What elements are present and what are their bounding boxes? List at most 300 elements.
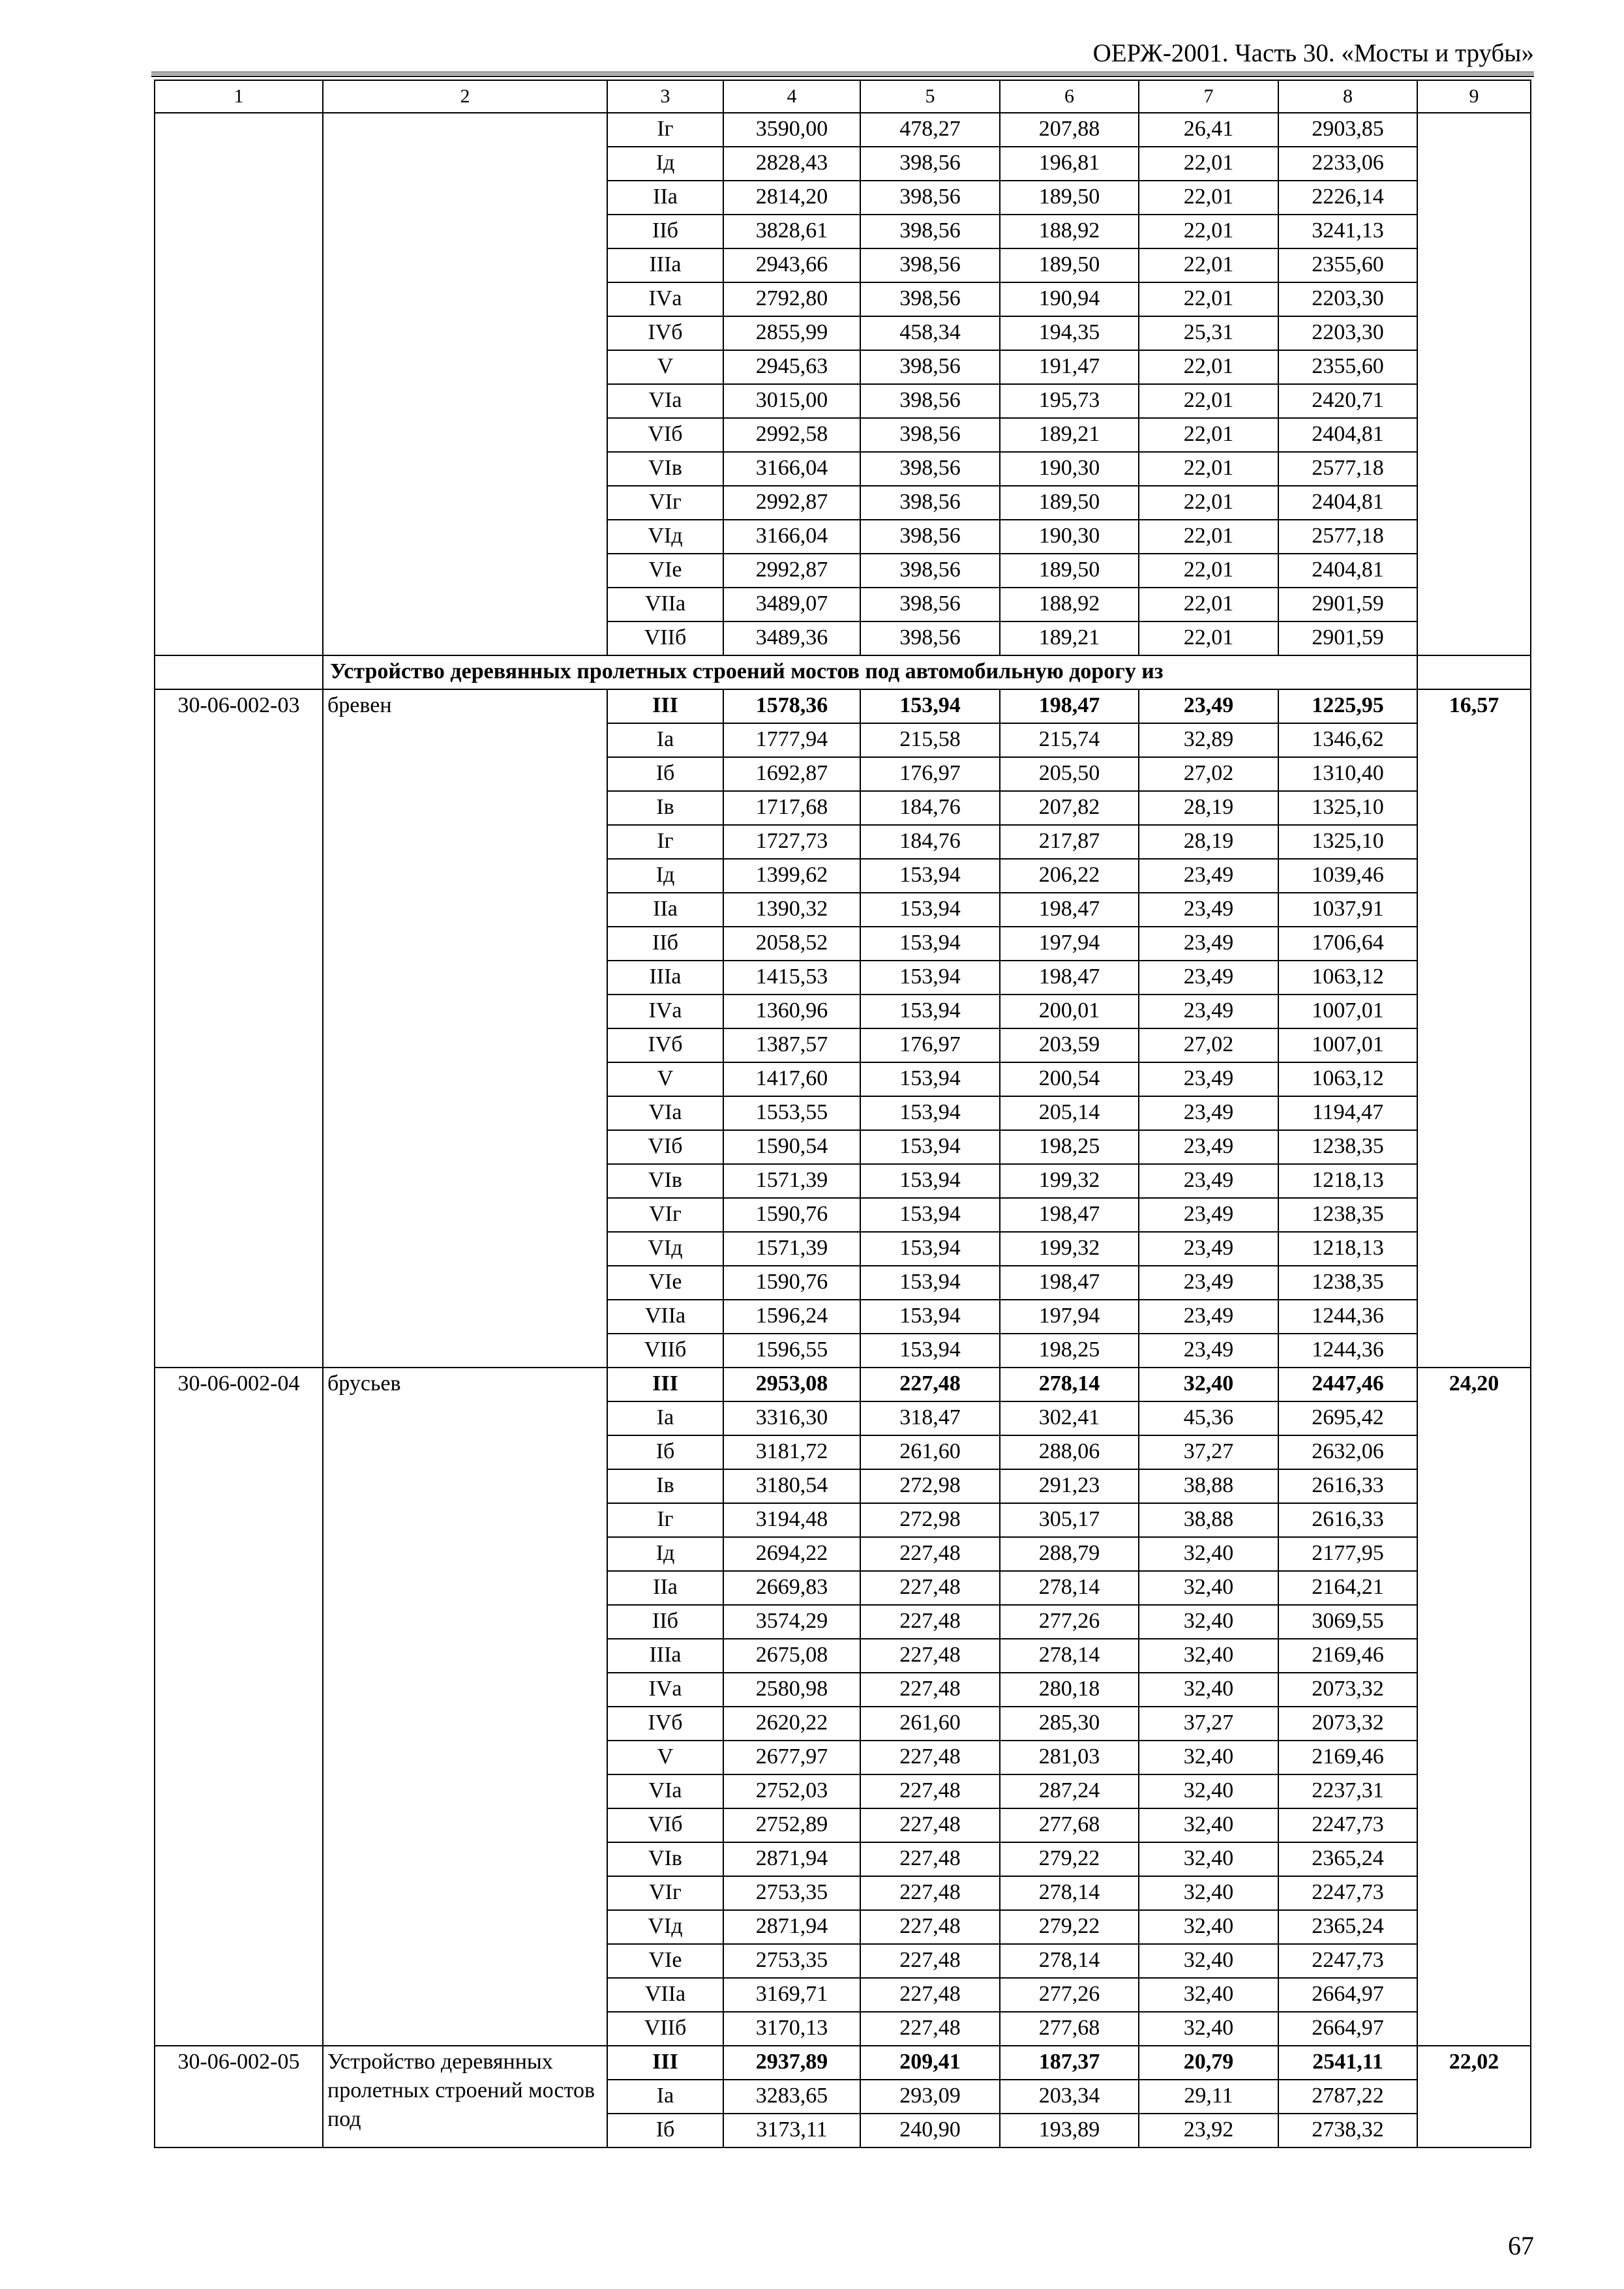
table-row: [155, 2046, 1531, 2080]
value-cell: 23,49: [1139, 1232, 1278, 1266]
value-cell: 1415,53: [723, 961, 860, 995]
value-cell: 285,30: [1000, 1707, 1139, 1741]
value-cell: 153,94: [860, 1300, 1000, 1334]
value-cell: 189,50: [1000, 554, 1139, 588]
table-row: [155, 689, 1531, 723]
column-number: 4: [723, 80, 860, 113]
section-heading-row: [155, 655, 1531, 689]
zone-cell: IIа: [607, 1571, 723, 1605]
value-cell: 261,60: [860, 1707, 1000, 1741]
value-cell: 196,81: [1000, 147, 1139, 181]
zone-cell: III: [607, 689, 723, 723]
value-cell: 2752,03: [723, 1774, 860, 1808]
value-cell: 288,06: [1000, 1435, 1139, 1469]
zone-cell: VIд: [607, 1232, 723, 1266]
zone-cell: VIе: [607, 1944, 723, 1978]
value-cell: 217,87: [1000, 825, 1139, 859]
value-cell: 3181,72: [723, 1435, 860, 1469]
rate-code: 30-06-002-04: [155, 1368, 323, 2046]
value-cell: 1390,32: [723, 893, 860, 927]
value-cell: 227,48: [860, 1910, 1000, 1944]
value-cell: 1007,01: [1278, 1028, 1417, 1062]
value-cell: 203,34: [1000, 2080, 1139, 2114]
value-cell: 2247,73: [1278, 1944, 1417, 1978]
value-cell: 278,14: [1000, 1876, 1139, 1910]
rates-table: [154, 80, 1531, 2148]
value-cell: 2169,46: [1278, 1741, 1417, 1774]
value-cell: 206,22: [1000, 859, 1139, 893]
value-cell: 398,56: [860, 554, 1000, 588]
value-cell: 1063,12: [1278, 961, 1417, 995]
zone-cell: IIб: [607, 215, 723, 248]
value-cell: 32,40: [1139, 1571, 1278, 1605]
value-cell: 2404,81: [1278, 418, 1417, 452]
value-cell: 278,14: [1000, 1571, 1139, 1605]
zone-cell: IIб: [607, 927, 723, 961]
labor-cost: 24,20: [1417, 1368, 1531, 2046]
value-cell: 2753,35: [723, 1876, 860, 1910]
value-cell: 2675,08: [723, 1639, 860, 1673]
table-body: [155, 80, 1531, 2147]
zone-cell: VIа: [607, 384, 723, 418]
value-cell: 2664,97: [1278, 1978, 1417, 2012]
value-cell: 23,49: [1139, 1062, 1278, 1096]
value-cell: 3169,71: [723, 1978, 860, 2012]
page-header: ОЕРЖ-2001. Часть 30. «Мосты и трубы»: [1092, 39, 1534, 67]
value-cell: 2177,95: [1278, 1537, 1417, 1571]
value-cell: 189,21: [1000, 418, 1139, 452]
value-cell: 458,34: [860, 316, 1000, 350]
value-cell: 22,01: [1139, 248, 1278, 282]
code-cell-empty: [155, 113, 323, 655]
value-cell: 1399,62: [723, 859, 860, 893]
value-cell: 280,18: [1000, 1673, 1139, 1707]
value-cell: 215,58: [860, 723, 1000, 757]
zone-cell: Iг: [607, 1503, 723, 1537]
value-cell: 2903,85: [1278, 113, 1417, 147]
value-cell: 22,01: [1139, 621, 1278, 655]
value-cell: 398,56: [860, 452, 1000, 486]
value-cell: 1244,36: [1278, 1334, 1417, 1368]
value-cell: 25,31: [1139, 316, 1278, 350]
value-cell: 23,49: [1139, 961, 1278, 995]
value-cell: 32,40: [1139, 1876, 1278, 1910]
zone-cell: IIа: [607, 181, 723, 215]
value-cell: 227,48: [860, 1978, 1000, 2012]
value-cell: 2233,06: [1278, 147, 1417, 181]
zone-cell: Iв: [607, 1469, 723, 1503]
value-cell: 153,94: [860, 927, 1000, 961]
value-cell: 2814,20: [723, 181, 860, 215]
value-cell: 190,94: [1000, 282, 1139, 316]
value-cell: 3015,00: [723, 384, 860, 418]
value-cell: 188,92: [1000, 215, 1139, 248]
zone-cell: Iв: [607, 791, 723, 825]
zone-cell: VIа: [607, 1096, 723, 1130]
value-cell: 32,40: [1139, 1639, 1278, 1673]
zone-cell: Iб: [607, 1435, 723, 1469]
value-cell: 32,40: [1139, 1808, 1278, 1842]
value-cell: 153,94: [860, 1232, 1000, 1266]
value-cell: 1218,13: [1278, 1164, 1417, 1198]
value-cell: 293,09: [860, 2080, 1000, 2114]
value-cell: 215,74: [1000, 723, 1139, 757]
section-code-empty: [155, 655, 323, 689]
value-cell: 191,47: [1000, 350, 1139, 384]
rate-name: брусьев: [323, 1368, 607, 2046]
value-cell: 32,40: [1139, 1368, 1278, 1401]
value-cell: 22,01: [1139, 181, 1278, 215]
value-cell: 398,56: [860, 350, 1000, 384]
value-cell: 153,94: [860, 859, 1000, 893]
value-cell: 227,48: [860, 1368, 1000, 1401]
value-cell: 205,14: [1000, 1096, 1139, 1130]
value-cell: 1310,40: [1278, 757, 1417, 791]
rate-code: 30-06-002-05: [155, 2046, 323, 2147]
value-cell: 398,56: [860, 248, 1000, 282]
labor-cell-empty: [1417, 113, 1531, 655]
value-cell: 2058,52: [723, 927, 860, 961]
value-cell: 29,11: [1139, 2080, 1278, 2114]
value-cell: 2992,87: [723, 554, 860, 588]
value-cell: 189,21: [1000, 621, 1139, 655]
value-cell: 398,56: [860, 215, 1000, 248]
zone-cell: V: [607, 1062, 723, 1096]
value-cell: 1238,35: [1278, 1266, 1417, 1300]
value-cell: 45,36: [1139, 1401, 1278, 1435]
table-row: [155, 113, 1531, 147]
zone-cell: IVб: [607, 1707, 723, 1741]
value-cell: 3828,61: [723, 215, 860, 248]
value-cell: 153,94: [860, 1334, 1000, 1368]
value-cell: 22,01: [1139, 350, 1278, 384]
value-cell: 1417,60: [723, 1062, 860, 1096]
value-cell: 189,50: [1000, 248, 1139, 282]
value-cell: 205,50: [1000, 757, 1139, 791]
value-cell: 3069,55: [1278, 1605, 1417, 1639]
zone-cell: IVа: [607, 282, 723, 316]
value-cell: 398,56: [860, 181, 1000, 215]
value-cell: 203,59: [1000, 1028, 1139, 1062]
value-cell: 22,01: [1139, 282, 1278, 316]
value-cell: 190,30: [1000, 452, 1139, 486]
value-cell: 198,47: [1000, 961, 1139, 995]
value-cell: 22,01: [1139, 147, 1278, 181]
value-cell: 2365,24: [1278, 1842, 1417, 1876]
zone-cell: Iа: [607, 723, 723, 757]
value-cell: 2616,33: [1278, 1503, 1417, 1537]
value-cell: 1692,87: [723, 757, 860, 791]
value-cell: 22,01: [1139, 418, 1278, 452]
header-rule-thin: [151, 76, 1534, 77]
value-cell: 176,97: [860, 757, 1000, 791]
zone-cell: VIв: [607, 1164, 723, 1198]
value-cell: 1360,96: [723, 995, 860, 1028]
value-cell: 302,41: [1000, 1401, 1139, 1435]
zone-cell: IVб: [607, 316, 723, 350]
value-cell: 279,22: [1000, 1910, 1139, 1944]
value-cell: 199,32: [1000, 1164, 1139, 1198]
value-cell: 190,30: [1000, 520, 1139, 554]
value-cell: 2620,22: [723, 1707, 860, 1741]
value-cell: 23,49: [1139, 893, 1278, 927]
value-cell: 278,14: [1000, 1639, 1139, 1673]
value-cell: 188,92: [1000, 588, 1139, 621]
value-cell: 227,48: [860, 1944, 1000, 1978]
value-cell: 153,94: [860, 1266, 1000, 1300]
value-cell: 2073,32: [1278, 1673, 1417, 1707]
zone-cell: VIг: [607, 1876, 723, 1910]
value-cell: 28,19: [1139, 791, 1278, 825]
column-number: 7: [1139, 80, 1278, 113]
zone-cell: IIIа: [607, 961, 723, 995]
column-number: 2: [323, 80, 607, 113]
zone-cell: VIд: [607, 520, 723, 554]
zone-cell: VIд: [607, 1910, 723, 1944]
value-cell: 189,50: [1000, 486, 1139, 520]
value-cell: 3489,36: [723, 621, 860, 655]
value-cell: 227,48: [860, 1605, 1000, 1639]
value-cell: 153,94: [860, 961, 1000, 995]
page-number: 67: [1508, 2231, 1534, 2260]
value-cell: 227,48: [860, 1639, 1000, 1673]
value-cell: 2577,18: [1278, 452, 1417, 486]
zone-cell: Iг: [607, 113, 723, 147]
zone-cell: IIIа: [607, 248, 723, 282]
value-cell: 1596,55: [723, 1334, 860, 1368]
zone-cell: IVа: [607, 1673, 723, 1707]
value-cell: 197,94: [1000, 927, 1139, 961]
value-cell: 261,60: [860, 1435, 1000, 1469]
value-cell: 227,48: [860, 1876, 1000, 1910]
value-cell: 227,48: [860, 1571, 1000, 1605]
value-cell: 23,49: [1139, 689, 1278, 723]
value-cell: 2580,98: [723, 1673, 860, 1707]
zone-cell: VIв: [607, 1842, 723, 1876]
value-cell: 189,50: [1000, 181, 1139, 215]
value-cell: 1325,10: [1278, 825, 1417, 859]
value-cell: 1007,01: [1278, 995, 1417, 1028]
value-cell: 2355,60: [1278, 248, 1417, 282]
name-cell-empty: [323, 113, 607, 655]
value-cell: 2669,83: [723, 1571, 860, 1605]
value-cell: 277,26: [1000, 1605, 1139, 1639]
value-cell: 227,48: [860, 1808, 1000, 1842]
value-cell: 277,26: [1000, 1978, 1139, 2012]
value-cell: 1225,95: [1278, 689, 1417, 723]
zone-cell: IIIа: [607, 1639, 723, 1673]
value-cell: 2943,66: [723, 248, 860, 282]
value-cell: 2226,14: [1278, 181, 1417, 215]
value-cell: 398,56: [860, 418, 1000, 452]
value-cell: 198,47: [1000, 893, 1139, 927]
value-cell: 1578,36: [723, 689, 860, 723]
value-cell: 2953,08: [723, 1368, 860, 1401]
value-cell: 32,40: [1139, 1910, 1278, 1944]
value-cell: 23,49: [1139, 1266, 1278, 1300]
value-cell: 193,89: [1000, 2114, 1139, 2147]
value-cell: 288,79: [1000, 1537, 1139, 1571]
value-cell: 187,37: [1000, 2046, 1139, 2080]
value-cell: 2420,71: [1278, 384, 1417, 418]
value-cell: 227,48: [860, 1741, 1000, 1774]
value-cell: 37,27: [1139, 1707, 1278, 1741]
value-cell: 3166,04: [723, 452, 860, 486]
zone-cell: IIб: [607, 1605, 723, 1639]
zone-cell: V: [607, 1741, 723, 1774]
value-cell: 278,14: [1000, 1944, 1139, 1978]
rate-code: 30-06-002-03: [155, 689, 323, 1368]
value-cell: 398,56: [860, 588, 1000, 621]
value-cell: 1325,10: [1278, 791, 1417, 825]
value-cell: 200,01: [1000, 995, 1139, 1028]
value-cell: 27,02: [1139, 1028, 1278, 1062]
value-cell: 272,98: [860, 1503, 1000, 1537]
value-cell: 2753,35: [723, 1944, 860, 1978]
zone-cell: Iд: [607, 1537, 723, 1571]
value-cell: 3194,48: [723, 1503, 860, 1537]
value-cell: 194,35: [1000, 316, 1139, 350]
zone-cell: IVа: [607, 995, 723, 1028]
header-rule: [151, 72, 1534, 74]
value-cell: 2203,30: [1278, 316, 1417, 350]
column-number: 8: [1278, 80, 1417, 113]
zone-cell: VIа: [607, 1774, 723, 1808]
value-cell: 153,94: [860, 995, 1000, 1028]
section-heading: Устройство деревянных пролетных строений мостов под автомобильную дорогу из: [323, 655, 1417, 689]
value-cell: 278,14: [1000, 1368, 1139, 1401]
value-cell: 32,40: [1139, 1741, 1278, 1774]
value-cell: 32,40: [1139, 1978, 1278, 2012]
value-cell: 478,27: [860, 113, 1000, 147]
value-cell: 2664,97: [1278, 2012, 1417, 2046]
zone-cell: VIе: [607, 1266, 723, 1300]
zone-cell: Iд: [607, 859, 723, 893]
value-cell: 27,02: [1139, 757, 1278, 791]
column-numbers-row: [155, 80, 1531, 113]
value-cell: 199,32: [1000, 1232, 1139, 1266]
column-number: 1: [155, 80, 323, 113]
value-cell: 153,94: [860, 1062, 1000, 1096]
rate-name: бревен: [323, 689, 607, 1368]
value-cell: 1553,55: [723, 1096, 860, 1130]
column-number: 5: [860, 80, 1000, 113]
value-cell: 2945,63: [723, 350, 860, 384]
value-cell: 398,56: [860, 282, 1000, 316]
value-cell: 2164,21: [1278, 1571, 1417, 1605]
value-cell: 32,40: [1139, 1774, 1278, 1808]
value-cell: 198,47: [1000, 1266, 1139, 1300]
value-cell: 2632,06: [1278, 1435, 1417, 1469]
rate-name: Устройство деревянных пролетных строений мостов под: [323, 2046, 607, 2147]
value-cell: 277,68: [1000, 2012, 1139, 2046]
value-cell: 184,76: [860, 825, 1000, 859]
value-cell: 38,88: [1139, 1503, 1278, 1537]
zone-cell: VIIа: [607, 1978, 723, 2012]
value-cell: 398,56: [860, 486, 1000, 520]
zone-cell: III: [607, 2046, 723, 2080]
value-cell: 2992,58: [723, 418, 860, 452]
value-cell: 2828,43: [723, 147, 860, 181]
zone-cell: IIа: [607, 893, 723, 927]
zone-cell: VIIб: [607, 1334, 723, 1368]
value-cell: 287,24: [1000, 1774, 1139, 1808]
value-cell: 398,56: [860, 147, 1000, 181]
value-cell: 2616,33: [1278, 1469, 1417, 1503]
value-cell: 28,19: [1139, 825, 1278, 859]
value-cell: 23,49: [1139, 1198, 1278, 1232]
value-cell: 23,49: [1139, 927, 1278, 961]
value-cell: 1706,64: [1278, 927, 1417, 961]
value-cell: 1039,46: [1278, 859, 1417, 893]
labor-cost: 22,02: [1417, 2046, 1531, 2147]
value-cell: 281,03: [1000, 1741, 1139, 1774]
zone-cell: Iг: [607, 825, 723, 859]
value-cell: 1590,76: [723, 1266, 860, 1300]
zone-cell: VIIб: [607, 621, 723, 655]
value-cell: 2901,59: [1278, 588, 1417, 621]
value-cell: 2871,94: [723, 1842, 860, 1876]
value-cell: 1037,91: [1278, 893, 1417, 927]
value-cell: 2247,73: [1278, 1876, 1417, 1910]
value-cell: 32,40: [1139, 1673, 1278, 1707]
value-cell: 227,48: [860, 1537, 1000, 1571]
value-cell: 2992,87: [723, 486, 860, 520]
zone-cell: VIг: [607, 1198, 723, 1232]
value-cell: 198,25: [1000, 1130, 1139, 1164]
value-cell: 1590,76: [723, 1198, 860, 1232]
value-cell: 1238,35: [1278, 1130, 1417, 1164]
value-cell: 38,88: [1139, 1469, 1278, 1503]
value-cell: 23,49: [1139, 1300, 1278, 1334]
value-cell: 2577,18: [1278, 520, 1417, 554]
value-cell: 153,94: [860, 1164, 1000, 1198]
value-cell: 2237,31: [1278, 1774, 1417, 1808]
value-cell: 22,01: [1139, 384, 1278, 418]
value-cell: 3170,13: [723, 2012, 860, 2046]
zone-cell: VIIб: [607, 2012, 723, 2046]
value-cell: 2355,60: [1278, 350, 1417, 384]
zone-cell: VIб: [607, 418, 723, 452]
column-number: 9: [1417, 80, 1531, 113]
value-cell: 3316,30: [723, 1401, 860, 1435]
value-cell: 3241,13: [1278, 215, 1417, 248]
zone-cell: Iд: [607, 147, 723, 181]
value-cell: 198,47: [1000, 1198, 1139, 1232]
value-cell: 3283,65: [723, 2080, 860, 2114]
value-cell: 1346,62: [1278, 723, 1417, 757]
value-cell: 32,40: [1139, 2012, 1278, 2046]
value-cell: 240,90: [860, 2114, 1000, 2147]
value-cell: 2677,97: [723, 1741, 860, 1774]
value-cell: 2855,99: [723, 316, 860, 350]
value-cell: 1063,12: [1278, 1062, 1417, 1096]
value-cell: 1244,36: [1278, 1300, 1417, 1334]
value-cell: 3489,07: [723, 588, 860, 621]
value-cell: 184,76: [860, 791, 1000, 825]
value-cell: 227,48: [860, 1842, 1000, 1876]
value-cell: 209,41: [860, 2046, 1000, 2080]
value-cell: 2447,46: [1278, 1368, 1417, 1401]
value-cell: 207,82: [1000, 791, 1139, 825]
value-cell: 1571,39: [723, 1232, 860, 1266]
value-cell: 1777,94: [723, 723, 860, 757]
value-cell: 23,49: [1139, 1130, 1278, 1164]
zone-cell: Iа: [607, 1401, 723, 1435]
value-cell: 1194,47: [1278, 1096, 1417, 1130]
value-cell: 22,01: [1139, 215, 1278, 248]
value-cell: 227,48: [860, 2012, 1000, 2046]
